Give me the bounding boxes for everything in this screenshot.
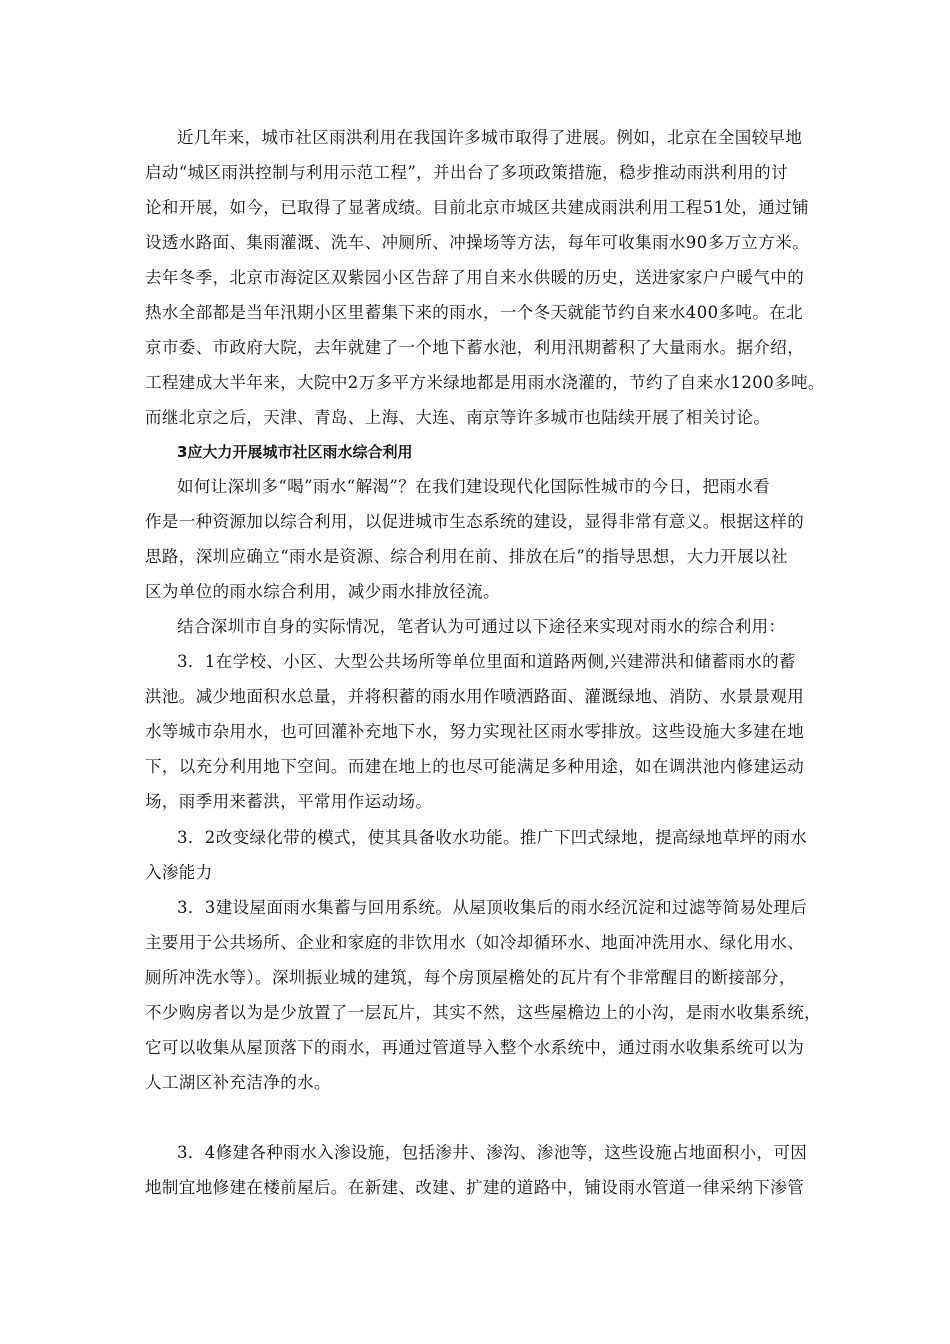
item-3-3-line-5: 它可以收集从屋顶落下的雨水，再通过管道导入整个水系统中，通过雨水收集系统可以为	[145, 1038, 805, 1057]
item-3-1-line-4: 下，以充分利用地下空间。而建在地上的也尽可能满足多种用途，如在调洪池内修建运动	[145, 757, 805, 776]
paragraph-2-line-2: 作是一种资源加以综合利用，以促进城市生态系统的建设，显得非常有意义。根据这样的	[145, 512, 805, 531]
item-3-4-line-2: 地制宜地修建在楼前屋后。在新建、改建、扩建的道路中，铺设雨水管道一律采纳下渗管	[145, 1178, 805, 1197]
item-3-1-line-3: 水等城市杂用水，也可回灌补充地下水，努力实现社区雨水零排放。这些设施大多建在地	[145, 722, 805, 741]
item-3-1-line-1: 3．1在学校、小区、大型公共场所等单位里面和道路两侧,兴建滞洪和储蓄雨水的蓄	[177, 652, 796, 671]
item-3-2-line-2: 入渗能力	[145, 863, 213, 882]
paragraph-1-line-9: 而继北京之后，天津、青岛、上海、大连、南京等许多城市也陆续开展了相关讨论。	[145, 408, 771, 427]
paragraph-1-line-3: 论和开展，如今，已取得了显著成绩。目前北京市城区共建成雨洪利用工程51处，通过铺	[145, 198, 809, 217]
paragraph-1-line-4: 设透水路面、集雨灌溉、洗车、冲厕所、冲操场等方法，每年可收集雨水90多万立方米。	[145, 233, 809, 252]
paragraph-1-line-5: 去年冬季，北京市海淀区双紫园小区告辞了用自来水供暖的历史，送进家家户户暖气中的	[145, 268, 805, 287]
item-3-3-line-1: 3．3建设屋面雨水集蓄与回用系统。从屋顶收集后的雨水经沉淀和过滤等简易处理后	[177, 898, 808, 917]
item-3-1-line-2: 洪池。减少地面积水总量，并将积蓄的雨水用作喷洒路面、灌溉绿地、消防、水景景观用	[145, 687, 805, 706]
section-heading: 3应大力开展城市社区雨水综合利用	[177, 443, 413, 461]
item-3-2-line-1: 3．2改变绿化带的模式，使其具备收水功能。推广下凹式绿地，提高绿地草坪的雨水	[177, 828, 808, 847]
paragraph-1-line-6: 热水全部都是当年汛期小区里蓄集下来的雨水，一个冬天就能节约自来水400多吨。在北	[145, 303, 803, 322]
item-3-4-line-1: 3．4修建各种雨水入渗设施，包括渗井、渗沟、渗池等，这些设施占地面积小，可因	[177, 1143, 808, 1162]
paragraph-2-line-1: 如何让深圳多“喝”雨水“解渴”？在我们建设现代化国际性城市的今日，把雨水看	[177, 477, 771, 496]
paragraph-1-line-1: 近几年来，城市社区雨洪利用在我国许多城市取得了进展。例如，北京在全国较早地	[177, 128, 803, 147]
paragraph-2-line-3: 思路，深圳应确立“雨水是资源、综合利用在前、排放在后”的指导思想，大力开展以社	[145, 547, 788, 566]
item-3-3-line-2: 主要用于公共场所、企业和家庭的非饮用水（如冷却循环水、地面冲洗用水、绿化用水、	[145, 933, 805, 952]
item-3-3-line-3: 厕所冲洗水等）。深圳振业城的建筑，每个房顶屋檐处的瓦片有个非常醒目的断接部分，	[145, 968, 796, 987]
paragraph-2-line-4: 区为单位的雨水综合利用，减少雨水排放径流。	[145, 582, 500, 601]
paragraph-1-line-2: 启动“城区雨洪控制与利用示范工程”，并出台了多项政策措施，稳步推动雨洪利用的讨	[145, 163, 788, 182]
item-3-1-line-5: 场，雨季用来蓄洪，平常用作运动场。	[145, 792, 433, 811]
paragraph-3-line-1: 结合深圳市自身的实际情况，笔者认为可通过以下途径来实现对雨水的综合利用：	[177, 617, 786, 636]
paragraph-1-line-7: 京市委、市政府大院，去年就建了一个地下蓄水池，利用汛期蓄积了大量雨水。据介绍，	[145, 338, 805, 357]
item-3-3-line-6: 人工湖区补充洁净的水。	[145, 1073, 331, 1092]
paragraph-1-line-8: 工程建成大半年来，大院中2万多平方米绿地都是用雨水浇灌的，节约了自来水1200多吨。	[145, 373, 825, 392]
item-3-3-line-4: 不少购房者以为是少放置了一层瓦片，其实不然，这些屋檐边上的小沟，是雨水收集系统，	[145, 1003, 821, 1022]
